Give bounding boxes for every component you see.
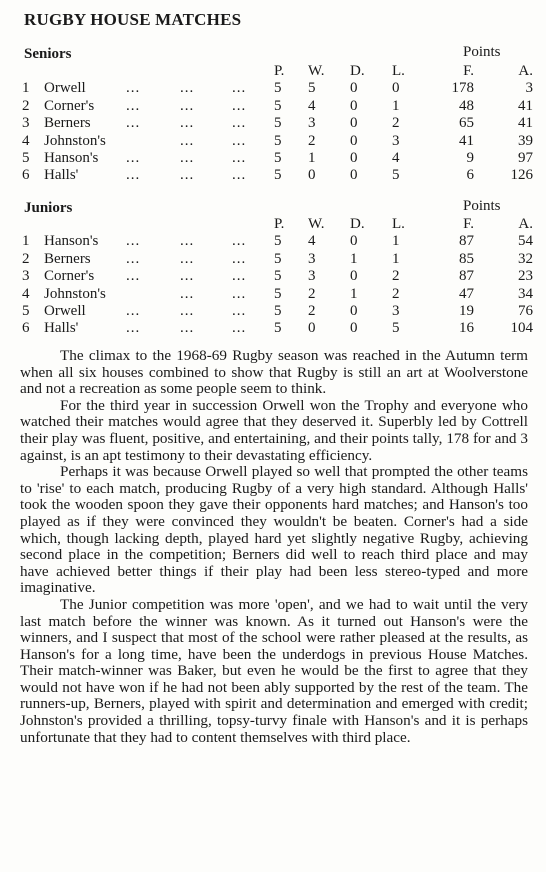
team-name: Orwell [44,80,86,97]
leader-dots: ... [232,132,247,149]
leader-dots: ... [126,250,141,267]
leader-dots: ... [126,268,141,285]
points-against-cell: 76 [518,303,533,320]
team-cell [44,98,274,115]
rank-cell: 6 [22,167,30,184]
leader-dots: ... [232,285,247,302]
lost-cell: 5 [392,320,400,337]
team-cell [44,167,274,184]
table-row [20,268,533,285]
seniors-table [20,63,533,185]
leader-dots: ... [232,150,247,167]
team-name: Hanson's [44,150,99,167]
points-against-cell: 126 [510,167,533,184]
leader-dots: ... [180,97,195,114]
leader-dots: ... [126,97,141,114]
team-name: Corner's [44,97,95,114]
seniors-heading: Seniors [24,46,72,62]
leader-dots: ... [126,303,141,320]
lost-cell: 2 [392,268,400,285]
points-against-cell: 23 [518,268,533,285]
lost-cell: 4 [392,150,400,167]
report-body [20,348,528,746]
leader-dots: ... [126,320,141,337]
col-drawn: D. [350,63,365,79]
points-for-cell: 87 [459,233,474,250]
played-cell: 5 [274,268,282,285]
drawn-cell: 0 [350,132,358,149]
drawn-cell: 0 [350,320,358,337]
lost-cell: 1 [392,250,400,267]
points-for-cell: 16 [459,320,474,337]
points-against-cell: 41 [518,97,533,114]
col-played: P. [274,216,285,232]
won-cell: 0 [308,320,316,337]
lost-cell: 3 [392,132,400,149]
rank-cell: 6 [22,320,30,337]
leader-dots: ... [232,268,247,285]
points-for-cell: 47 [459,285,474,302]
paragraph: The Junior competition was more 'open', and we had to wait until the very last match before the winner was known. As it turned out Hanson's were the winners, and I suspect that most of the school were rather pleased at the results, as Hanson's for a long time, have been the underdogs in previous House Matches. Their match-winner was Baker, but even he would be the first to agree that they would not have won if he had not been ably supported by the rest of the team. The runners-up, Berners, played with spirit and determination and emerged with credit; Johnston's provided a thrilling, topsy-turvy finale with Hanson's and it is perhaps unfortunate that they had to content themselves with third place. [20,595,528,746]
points-for-cell: 48 [459,97,474,114]
table-row [20,303,533,320]
lost-cell: 0 [392,80,400,97]
won-cell: 1 [308,150,316,167]
table-row [20,286,533,303]
leader-dots: ... [232,167,247,184]
team-name: Orwell [44,303,86,320]
seniors-points-label: Points [463,44,501,60]
leader-dots: ... [232,320,247,337]
points-for-cell: 41 [459,132,474,149]
points-against-cell: 34 [518,285,533,302]
team-name: Halls' [44,320,79,337]
won-cell: 2 [308,132,316,149]
played-cell: 5 [274,303,282,320]
drawn-cell: 0 [350,150,358,167]
drawn-cell: 0 [350,268,358,285]
points-against-cell: 104 [510,320,533,337]
points-against-cell: 32 [518,250,533,267]
points-against-cell: 97 [518,150,533,167]
leader-dots: ... [232,233,247,250]
team-name: Johnston's [44,285,106,302]
rank-cell: 2 [22,97,30,114]
won-cell: 2 [308,303,316,320]
lost-cell: 2 [392,115,400,132]
won-cell: 4 [308,97,316,114]
col-for: F. [463,216,474,232]
rank-cell: 3 [22,268,30,285]
won-cell: 3 [308,115,316,132]
table-row [20,133,533,150]
team-cell [44,133,274,150]
juniors-points-label: Points [463,198,501,214]
points-against-cell: 54 [518,233,533,250]
points-for-cell: 85 [459,250,474,267]
won-cell: 3 [308,250,316,267]
lost-cell: 1 [392,97,400,114]
drawn-cell: 0 [350,167,358,184]
paragraph: The climax to the 1968-69 Rugby season was reached in the Autumn term when all six houses combined to show that Rugby is still an art at Woolverstone and not a recreation as some people seem to think. [20,347,528,398]
lost-cell: 5 [392,167,400,184]
leader-dots: ... [180,80,195,97]
team-cell [44,80,274,97]
lost-cell: 1 [392,233,400,250]
leader-dots: ... [126,115,141,132]
col-lost: L. [392,63,405,79]
won-cell: 0 [308,167,316,184]
team-name: Corner's [44,268,95,285]
played-cell: 5 [274,150,282,167]
won-cell: 5 [308,80,316,97]
table-row [20,115,533,132]
col-against: A. [518,216,533,232]
points-for-cell: 178 [451,80,474,97]
juniors-header-row [20,216,533,233]
points-for-cell: 87 [459,268,474,285]
points-against-cell: 3 [525,80,533,97]
team-cell [44,286,274,303]
juniors-table [20,216,533,338]
paragraph: Perhaps it was because Orwell played so well that prompted the other teams to 'rise' to each match, producing Rugby of a very high standard. Although Halls' took the wooden spoon they gave their opponents hard matches; and Hanson's too played as if they were convinced they wouldn't be beaten. Corner's had a side which, though lacking depth, played hard yet slightly negative Rugby, achieving second place in the competition; Berners did well to reach third place and may have achieved better things if their play had been less stereo-typed and more imaginative. [20,463,528,597]
table-row [20,80,533,97]
lost-cell: 2 [392,285,400,302]
leader-dots: ... [232,97,247,114]
leader-dots: ... [180,115,195,132]
played-cell: 5 [274,80,282,97]
leader-dots: ... [180,285,195,302]
won-cell: 2 [308,285,316,302]
won-cell: 3 [308,268,316,285]
rank-cell: 5 [22,303,30,320]
drawn-cell: 0 [350,233,358,250]
leader-dots: ... [180,268,195,285]
rank-cell: 4 [22,132,30,149]
team-cell [44,150,274,167]
drawn-cell: 0 [350,97,358,114]
col-lost: L. [392,216,405,232]
drawn-cell: 0 [350,303,358,320]
drawn-cell: 0 [350,115,358,132]
table-row [20,251,533,268]
juniors-heading: Juniors [24,200,73,216]
leader-dots: ... [232,115,247,132]
lost-cell: 3 [392,303,400,320]
played-cell: 5 [274,285,282,302]
leader-dots: ... [126,167,141,184]
played-cell: 5 [274,233,282,250]
team-cell [44,233,274,250]
team-name: Halls' [44,167,79,184]
team-cell [44,251,274,268]
team-cell [44,268,274,285]
rank-cell: 1 [22,80,30,97]
points-for-cell: 19 [459,303,474,320]
paragraph: For the third year in succession Orwell won the Trophy and everyone who watched their matches would agree that they deserved it. Superbly led by Cottrell their play was fluent, positive, and entertaining, and their points tally, 178 for and 3 against, is an apt testimony to their devastating efficiency. [20,396,528,464]
leader-dots: ... [126,150,141,167]
leader-dots: ... [232,303,247,320]
drawn-cell: 1 [350,250,358,267]
leader-dots: ... [232,80,247,97]
team-cell [44,303,274,320]
rank-cell: 2 [22,250,30,267]
played-cell: 5 [274,132,282,149]
leader-dots: ... [180,320,195,337]
drawn-cell: 1 [350,285,358,302]
drawn-cell: 0 [350,80,358,97]
leader-dots: ... [126,80,141,97]
rank-cell: 4 [22,285,30,302]
leader-dots: ... [180,167,195,184]
leader-dots: ... [180,150,195,167]
seniors-header-row [20,63,533,80]
page-title: RUGBY HOUSE MATCHES [24,10,242,29]
leader-dots: ... [180,250,195,267]
points-for-cell: 6 [466,167,474,184]
rank-cell: 5 [22,150,30,167]
points-against-cell: 41 [518,115,533,132]
team-name: Hanson's [44,233,99,250]
col-won: W. [308,63,325,79]
played-cell: 5 [274,115,282,132]
points-against-cell: 39 [518,132,533,149]
leader-dots: ... [180,132,195,149]
leader-dots: ... [180,303,195,320]
leader-dots: ... [126,233,141,250]
team-cell [44,320,274,337]
col-for: F. [463,63,474,79]
col-drawn: D. [350,216,365,232]
team-name: Berners [44,115,91,132]
rank-cell: 3 [22,115,30,132]
played-cell: 5 [274,167,282,184]
played-cell: 5 [274,250,282,267]
table-row [20,150,533,167]
table-row [20,98,533,115]
points-for-cell: 9 [466,150,474,167]
team-name: Berners [44,250,91,267]
table-row [20,233,533,250]
won-cell: 4 [308,233,316,250]
team-name: Johnston's [44,132,106,149]
col-played: P. [274,63,285,79]
leader-dots: ... [180,233,195,250]
played-cell: 5 [274,320,282,337]
points-for-cell: 65 [459,115,474,132]
table-row [20,167,533,184]
rank-cell: 1 [22,233,30,250]
table-row [20,320,533,337]
played-cell: 5 [274,97,282,114]
leader-dots: ... [232,250,247,267]
col-won: W. [308,216,325,232]
team-cell [44,115,274,132]
col-against: A. [518,63,533,79]
